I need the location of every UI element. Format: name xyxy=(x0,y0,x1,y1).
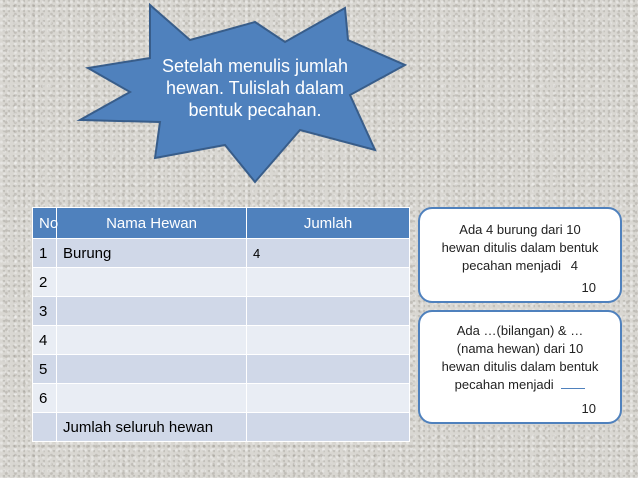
callout2-line-1: Ada …(bilangan) & … xyxy=(456,323,584,338)
cell-nama[interactable] xyxy=(57,297,247,326)
table-row xyxy=(33,239,410,268)
callout2-line-4-text: pecahan menjadi xyxy=(454,377,554,392)
callout2-line-3: hewan ditulis dalam bentuk xyxy=(441,359,599,374)
cell-nama[interactable]: Burung xyxy=(57,239,247,268)
numerator-blank[interactable] xyxy=(561,388,585,389)
cell-no: 4 xyxy=(33,326,57,355)
table-row xyxy=(33,355,410,384)
cell-jumlah[interactable] xyxy=(247,384,410,413)
cell-nama[interactable] xyxy=(57,355,247,384)
callout2-line-2: (nama hewan) dari 10 xyxy=(456,341,584,356)
example-callout xyxy=(418,207,622,303)
instruction-line-1: Setelah menulis jumlah xyxy=(161,56,349,76)
header-no: No xyxy=(33,208,57,239)
cell-jumlah[interactable] xyxy=(247,268,410,297)
callout1-line-3-text: pecahan menjadi xyxy=(462,258,562,273)
callout1-line-2: hewan ditulis dalam bentuk xyxy=(441,240,599,255)
header-jumlah: Jumlah xyxy=(247,208,410,239)
table-header-row xyxy=(33,208,410,239)
cell-jumlah[interactable] xyxy=(247,297,410,326)
fraction-denominator: 10 xyxy=(581,401,596,416)
table-row xyxy=(33,326,410,355)
table-row xyxy=(33,297,410,326)
table-row xyxy=(33,384,410,413)
cell-no: 2 xyxy=(33,268,57,297)
cell-nama[interactable] xyxy=(57,268,247,297)
instruction-text xyxy=(140,55,370,121)
callout1-line-3 xyxy=(420,257,620,275)
cell-no: 5 xyxy=(33,355,57,384)
cell-no: 3 xyxy=(33,297,57,326)
table-row xyxy=(33,268,410,297)
cell-jumlah[interactable] xyxy=(247,355,410,384)
cell-jumlah[interactable] xyxy=(247,326,410,355)
fraction-denominator: 10 xyxy=(581,280,596,295)
instruction-line-2: hewan. Tulislah dalam xyxy=(165,78,345,98)
animal-table xyxy=(32,207,410,442)
callout2-line-4 xyxy=(420,376,620,394)
cell-no: 6 xyxy=(33,384,57,413)
cell-total-value[interactable] xyxy=(247,413,410,442)
cell-total-label: Jumlah seluruh hewan xyxy=(57,413,247,442)
task-callout xyxy=(418,310,622,424)
cell-jumlah[interactable]: 4 xyxy=(247,239,410,268)
instruction-line-3: bentuk pecahan. xyxy=(188,100,322,120)
cell-no: 1 xyxy=(33,239,57,268)
cell-nama[interactable] xyxy=(57,384,247,413)
cell-no xyxy=(33,413,57,442)
table-total-row xyxy=(33,413,410,442)
cell-nama[interactable] xyxy=(57,326,247,355)
fraction-numerator: 4 xyxy=(570,258,578,273)
callout1-line-1: Ada 4 burung dari 10 xyxy=(459,222,581,237)
header-nama-hewan: Nama Hewan xyxy=(57,208,247,239)
